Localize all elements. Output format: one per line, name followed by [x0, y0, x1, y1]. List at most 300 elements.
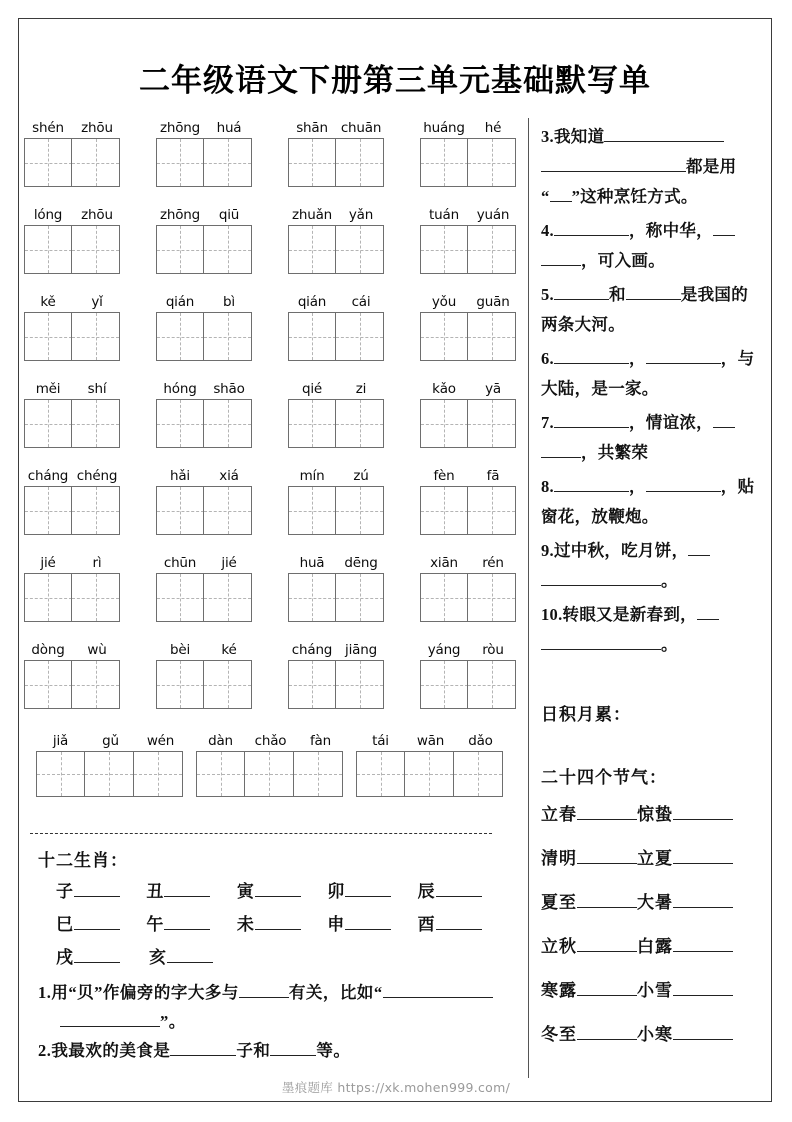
dashed-separator — [30, 833, 492, 834]
pinyin-row — [18, 379, 523, 466]
tianzige-box[interactable] — [203, 225, 252, 274]
tianzige-box[interactable] — [203, 573, 252, 622]
question-7-text-b: ，情谊浓， — [628, 413, 713, 432]
answer-blank[interactable] — [74, 914, 120, 930]
pinyin-label: shān — [296, 120, 328, 136]
tianzige-box[interactable] — [467, 225, 516, 274]
answer-blank[interactable] — [164, 881, 210, 897]
pinyin-group — [420, 466, 518, 535]
pinyin-label: bì — [223, 294, 235, 310]
pinyin-label: cháng — [27, 468, 69, 484]
zodiac-label: 丑 — [146, 882, 165, 901]
zodiac-item — [56, 910, 146, 935]
solar-term-label: 立夏 — [637, 849, 673, 868]
answer-blank[interactable] — [577, 1024, 637, 1040]
pinyin-group — [24, 118, 122, 187]
pinyin-label: rén — [482, 555, 504, 571]
tianzige-box[interactable] — [71, 312, 120, 361]
tianzige-box[interactable] — [335, 225, 384, 274]
answer-blank[interactable] — [74, 881, 120, 897]
pinyin-label: yǐ — [91, 294, 103, 310]
answer-blank[interactable] — [713, 412, 735, 428]
watermark: 墨痕题库 https://xk.mohen999.com/ — [281, 1080, 511, 1095]
tianzige-box[interactable] — [335, 312, 384, 361]
answer-blank[interactable] — [604, 126, 724, 142]
tianzige-box[interactable] — [71, 573, 120, 622]
tianzige-box[interactable] — [288, 486, 337, 535]
answer-blank[interactable] — [436, 914, 482, 930]
zodiac-item — [146, 877, 236, 902]
tianzige-box[interactable] — [420, 138, 469, 187]
zodiac-row — [38, 943, 508, 968]
answer-blank[interactable] — [673, 804, 733, 820]
tianzige-box[interactable] — [288, 138, 337, 187]
pinyin-label: jié — [40, 555, 56, 571]
question-7-text-a: 7. — [541, 413, 554, 432]
pinyin-group — [24, 292, 122, 361]
pinyin-label: ròu — [482, 642, 504, 658]
solar-terms-title: 二十四个节气： — [541, 768, 667, 787]
solar-term-label: 小雪 — [637, 981, 673, 1000]
zodiac-item — [149, 943, 242, 968]
tianzige-box[interactable] — [24, 225, 73, 274]
pinyin-label: huáng — [423, 120, 465, 136]
pinyin-label: wén — [146, 733, 175, 749]
answer-blank[interactable] — [577, 936, 637, 952]
question-4-text-c: ，可入画。 — [581, 251, 665, 270]
question-8-text-a: 8. — [541, 477, 554, 496]
question-4-text-b: ，称中华， — [628, 221, 713, 240]
tianzige-box[interactable] — [335, 399, 384, 448]
zodiac-item — [327, 877, 417, 902]
question-3-text-a: 3.我知道 — [541, 127, 605, 146]
pinyin-label: dàn — [208, 733, 233, 749]
question-9-text-b: 。 — [661, 571, 678, 590]
question-1-line-1 — [38, 978, 516, 1007]
pinyin-group — [24, 379, 122, 448]
pinyin-label: měi — [35, 381, 61, 397]
answer-blank[interactable] — [646, 348, 721, 364]
tianzige-box[interactable] — [420, 486, 469, 535]
tianzige-box[interactable] — [420, 312, 469, 361]
pinyin-label: zhuǎn — [291, 207, 333, 223]
zodiac-label: 巳 — [56, 915, 74, 934]
question-6-text-d: 大陆，是一家。 — [541, 379, 659, 398]
tianzige-box[interactable] — [71, 225, 120, 274]
pinyin-label: hé — [484, 120, 502, 136]
solar-term-label: 立秋 — [541, 937, 577, 956]
tianzige-box[interactable] — [420, 399, 469, 448]
answer-blank[interactable] — [673, 1024, 733, 1040]
tianzige-box[interactable] — [467, 573, 516, 622]
pinyin-label: dòng — [31, 642, 65, 658]
question-6-text-c: ，与 — [720, 349, 755, 368]
solar-term-row — [541, 844, 766, 869]
question-4-text-a: 4. — [541, 221, 554, 240]
pinyin-label: gǔ — [102, 733, 119, 749]
answer-blank[interactable] — [345, 881, 391, 897]
answer-blank[interactable] — [541, 570, 661, 586]
tianzige-box[interactable] — [467, 660, 516, 709]
answer-blank[interactable] — [646, 476, 721, 492]
answer-blank[interactable] — [697, 604, 719, 620]
question-8-text-b: ， — [628, 477, 646, 496]
answer-blank[interactable] — [239, 982, 289, 998]
answer-blank[interactable] — [673, 980, 733, 996]
pinyin-group — [288, 553, 386, 622]
pinyin-group — [356, 731, 506, 797]
tianzige-box[interactable] — [288, 225, 337, 274]
tianzige-box[interactable] — [36, 751, 86, 797]
answer-blank[interactable] — [577, 980, 637, 996]
pinyin-group — [156, 292, 254, 361]
question-1-text-a: 1.用“贝”作偏旁的字大多与 — [38, 983, 239, 1002]
question-10-text-a: 10.转眼又是新春到， — [541, 605, 697, 624]
pinyin-row — [18, 205, 523, 292]
left-questions — [38, 978, 516, 1065]
zodiac-section — [38, 846, 508, 976]
zodiac-label: 未 — [236, 915, 255, 934]
pinyin-group — [156, 205, 254, 274]
question-9 — [541, 536, 766, 596]
tianzige-box[interactable] — [288, 573, 337, 622]
tianzige-box[interactable] — [244, 751, 294, 797]
pinyin-group — [156, 379, 254, 448]
tianzige-box[interactable] — [420, 225, 469, 274]
question-1-text-c: ”。 — [160, 1012, 186, 1031]
question-8-text-d: 窗花，放鞭炮。 — [541, 507, 659, 526]
pinyin-label: zi — [355, 381, 367, 397]
pinyin-label: zhōng — [159, 207, 201, 223]
zodiac-item — [237, 910, 327, 935]
solar-term-label: 惊蛰 — [637, 805, 673, 824]
question-5-text-d: 两条大河。 — [541, 315, 625, 334]
pinyin-group — [420, 379, 518, 448]
pinyin-label: tái — [372, 733, 389, 749]
zodiac-title: 十二生肖： — [38, 851, 128, 870]
question-5-text-a: 5. — [541, 285, 554, 304]
pinyin-label: lóng — [33, 207, 63, 223]
pinyin-label: cái — [351, 294, 371, 310]
tianzige-box[interactable] — [203, 138, 252, 187]
pinyin-label: ké — [221, 642, 237, 658]
answer-blank[interactable] — [74, 947, 120, 963]
answer-blank[interactable] — [577, 804, 637, 820]
column-divider — [528, 118, 529, 1078]
answer-blank[interactable] — [541, 156, 686, 172]
pinyin-group — [156, 118, 254, 187]
pinyin-group — [288, 205, 386, 274]
solar-term-label: 寒露 — [541, 981, 577, 1000]
tianzige-box[interactable] — [420, 660, 469, 709]
tianzige-box[interactable] — [156, 573, 205, 622]
solar-term-label: 白露 — [637, 937, 673, 956]
answer-blank[interactable] — [170, 1040, 236, 1056]
pinyin-label: bèi — [169, 642, 191, 658]
pinyin-label: qiū — [218, 207, 240, 223]
pinyin-label: wù — [87, 642, 107, 658]
tianzige-box[interactable] — [24, 660, 73, 709]
answer-blank[interactable] — [60, 1011, 160, 1027]
question-5 — [541, 280, 766, 340]
question-6 — [541, 344, 766, 404]
zodiac-item — [146, 910, 236, 935]
tianzige-box[interactable] — [71, 486, 120, 535]
answer-blank[interactable] — [554, 412, 629, 428]
question-3-text-b: 都是用 — [686, 157, 737, 176]
pinyin-label: hǎi — [170, 468, 190, 484]
answer-blank[interactable] — [577, 892, 637, 908]
pinyin-label: hóng — [163, 381, 197, 397]
answer-blank[interactable] — [554, 348, 629, 364]
answer-blank[interactable] — [541, 634, 661, 650]
zodiac-row — [38, 877, 508, 902]
pinyin-group — [24, 640, 122, 709]
pinyin-row — [18, 292, 523, 379]
answer-blank[interactable] — [554, 476, 629, 492]
pinyin-label: zhōu — [81, 207, 113, 223]
answer-blank[interactable] — [541, 250, 581, 266]
answer-blank[interactable] — [673, 848, 733, 864]
answer-blank[interactable] — [673, 892, 733, 908]
tianzige-box[interactable] — [84, 751, 134, 797]
pinyin-row — [18, 640, 523, 727]
question-3-text-c: “ — [541, 187, 550, 206]
tianzige-box[interactable] — [335, 573, 384, 622]
pinyin-label: xiá — [219, 468, 239, 484]
zodiac-label: 酉 — [417, 915, 436, 934]
solar-term-row — [541, 1020, 766, 1045]
question-9-text-a: 9.过中秋，吃月饼， — [541, 541, 689, 560]
pinyin-group — [24, 466, 122, 535]
pinyin-group — [288, 379, 386, 448]
pinyin-row — [18, 553, 523, 640]
tianzige-box[interactable] — [71, 660, 120, 709]
pinyin-label: jié — [221, 555, 237, 571]
tianzige-box[interactable] — [420, 573, 469, 622]
solar-term-label: 夏至 — [541, 893, 577, 912]
answer-blank[interactable] — [577, 848, 637, 864]
solar-term-row — [541, 932, 766, 957]
pinyin-group — [196, 731, 346, 797]
accumulation-title: 日积月累： — [541, 705, 631, 724]
pinyin-label: qié — [301, 381, 323, 397]
solar-term-label: 大暑 — [637, 893, 673, 912]
tianzige-box[interactable] — [335, 138, 384, 187]
zodiac-label: 申 — [327, 915, 346, 934]
answer-blank[interactable] — [554, 284, 609, 300]
tianzige-box[interactable] — [156, 138, 205, 187]
pinyin-label: qián — [165, 294, 195, 310]
pinyin-group — [420, 640, 518, 709]
pinyin-group — [288, 640, 386, 709]
accumulation-section — [541, 700, 766, 1064]
question-6-text-a: 6. — [541, 349, 554, 368]
answer-blank[interactable] — [255, 914, 301, 930]
pinyin-label: shí — [87, 381, 107, 397]
pinyin-label: dēng — [344, 555, 378, 571]
tianzige-box[interactable] — [467, 138, 516, 187]
pinyin-label: chuān — [340, 120, 382, 136]
pinyin-label: wān — [416, 733, 445, 749]
answer-blank[interactable] — [713, 220, 735, 236]
pinyin-group — [288, 118, 386, 187]
question-1-line-2 — [38, 1007, 516, 1036]
pinyin-label: yā — [485, 381, 501, 397]
pinyin-group — [420, 118, 518, 187]
tianzige-box[interactable] — [467, 399, 516, 448]
answer-blank[interactable] — [345, 914, 391, 930]
question-2-text-c: 等。 — [316, 1041, 351, 1060]
question-10 — [541, 600, 766, 660]
answer-blank[interactable] — [673, 936, 733, 952]
right-column — [541, 122, 766, 664]
pinyin-label: chéng — [76, 468, 118, 484]
pinyin-group — [420, 292, 518, 361]
tianzige-box[interactable] — [156, 486, 205, 535]
pinyin-row — [18, 118, 523, 205]
question-8 — [541, 472, 766, 532]
pinyin-group — [24, 553, 122, 622]
pinyin-label: xiān — [430, 555, 458, 571]
pinyin-label: yuán — [476, 207, 510, 223]
pinyin-label: fàn — [310, 733, 331, 749]
pinyin-label: kě — [40, 294, 56, 310]
question-2-text-b: 子和 — [236, 1041, 271, 1060]
pinyin-label: yǎn — [348, 207, 374, 223]
question-6-text-b: ， — [628, 349, 646, 368]
pinyin-row — [18, 466, 523, 553]
question-2-line-1 — [38, 1036, 516, 1065]
tianzige-box[interactable] — [335, 660, 384, 709]
solar-term-label: 清明 — [541, 849, 577, 868]
tianzige-box[interactable] — [156, 399, 205, 448]
pinyin-group — [36, 731, 186, 797]
answer-blank[interactable] — [541, 442, 581, 458]
zodiac-item — [327, 910, 417, 935]
answer-blank[interactable] — [554, 220, 629, 236]
answer-blank[interactable] — [550, 186, 572, 202]
zodiac-label: 午 — [146, 915, 165, 934]
tianzige-box[interactable] — [293, 751, 343, 797]
tianzige-box[interactable] — [288, 399, 337, 448]
pinyin-label: qián — [297, 294, 327, 310]
tianzige-box[interactable] — [24, 573, 73, 622]
pinyin-label: kǎo — [432, 381, 456, 397]
question-10-text-b: 。 — [661, 635, 678, 654]
tianzige-box[interactable] — [453, 751, 503, 797]
pinyin-label: dǎo — [468, 733, 493, 749]
tianzige-box[interactable] — [196, 751, 246, 797]
tianzige-box[interactable] — [24, 399, 73, 448]
tianzige-box[interactable] — [24, 486, 73, 535]
pinyin-label: fèn — [433, 468, 455, 484]
question-4 — [541, 216, 766, 276]
answer-blank[interactable] — [688, 540, 710, 556]
zodiac-item — [418, 877, 508, 902]
pinyin-group — [156, 640, 254, 709]
pinyin-label: yáng — [427, 642, 461, 658]
zodiac-item — [56, 877, 146, 902]
solar-term-row — [541, 976, 766, 1001]
tianzige-box[interactable] — [203, 312, 252, 361]
tianzige-box[interactable] — [467, 486, 516, 535]
tianzige-box[interactable] — [288, 312, 337, 361]
zodiac-item — [56, 943, 149, 968]
question-8-text-c: ，贴 — [720, 477, 755, 496]
pinyin-label: yǒu — [431, 294, 457, 310]
pinyin-label: chūn — [163, 555, 197, 571]
pinyin-group — [156, 553, 254, 622]
pinyin-label: fā — [486, 468, 500, 484]
solar-term-row — [541, 800, 766, 825]
zodiac-label: 子 — [56, 882, 74, 901]
answer-blank[interactable] — [255, 881, 301, 897]
pinyin-label: huā — [299, 555, 325, 571]
tianzige-box[interactable] — [24, 312, 73, 361]
solar-term-label: 小寒 — [637, 1025, 673, 1044]
pinyin-label: huá — [216, 120, 242, 136]
question-5-text-b: 和 — [608, 285, 626, 304]
tianzige-box[interactable] — [356, 751, 406, 797]
pinyin-label: zhōng — [159, 120, 201, 136]
tianzige-box[interactable] — [335, 486, 384, 535]
pinyin-label: zú — [353, 468, 369, 484]
pinyin-label: tuán — [429, 207, 459, 223]
question-7-text-c: ，共繁荣 — [581, 443, 649, 462]
tianzige-box[interactable] — [203, 660, 252, 709]
tianzige-box[interactable] — [71, 399, 120, 448]
tianzige-box[interactable] — [156, 660, 205, 709]
pinyin-label: shén — [32, 120, 64, 136]
question-5-text-c: 是我国的 — [680, 285, 748, 304]
pinyin-label: mín — [299, 468, 325, 484]
tianzige-box[interactable] — [404, 751, 454, 797]
zodiac-label: 辰 — [417, 882, 436, 901]
pinyin-label: jiāng — [345, 642, 377, 658]
question-2-text-a: 2.我最欢的美食是 — [38, 1041, 171, 1060]
answer-blank[interactable] — [167, 947, 213, 963]
answer-blank[interactable] — [626, 284, 681, 300]
answer-blank[interactable] — [383, 982, 493, 998]
answer-blank[interactable] — [270, 1040, 316, 1056]
pinyin-row-wide — [18, 731, 523, 815]
pinyin-group — [420, 553, 518, 622]
tianzige-box[interactable] — [133, 751, 183, 797]
tianzige-box[interactable] — [71, 138, 120, 187]
solar-term-label: 立春 — [541, 805, 577, 824]
tianzige-box[interactable] — [203, 399, 252, 448]
pinyin-label: chǎo — [254, 733, 287, 749]
answer-blank[interactable] — [164, 914, 210, 930]
tianzige-box[interactable] — [467, 312, 516, 361]
pinyin-label: jiǎ — [52, 733, 69, 749]
tianzige-box[interactable] — [203, 486, 252, 535]
pinyin-label: zhōu — [81, 120, 113, 136]
pinyin-label: cháng — [291, 642, 333, 658]
answer-blank[interactable] — [436, 881, 482, 897]
pinyin-label: rì — [92, 555, 102, 571]
tianzige-box[interactable] — [288, 660, 337, 709]
tianzige-box[interactable] — [24, 138, 73, 187]
tianzige-box[interactable] — [156, 225, 205, 274]
solar-term-label: 冬至 — [541, 1025, 577, 1044]
solar-term-row — [541, 888, 766, 913]
pinyin-group — [420, 205, 518, 274]
pinyin-group — [288, 466, 386, 535]
tianzige-box[interactable] — [156, 312, 205, 361]
zodiac-label: 戌 — [56, 948, 74, 967]
